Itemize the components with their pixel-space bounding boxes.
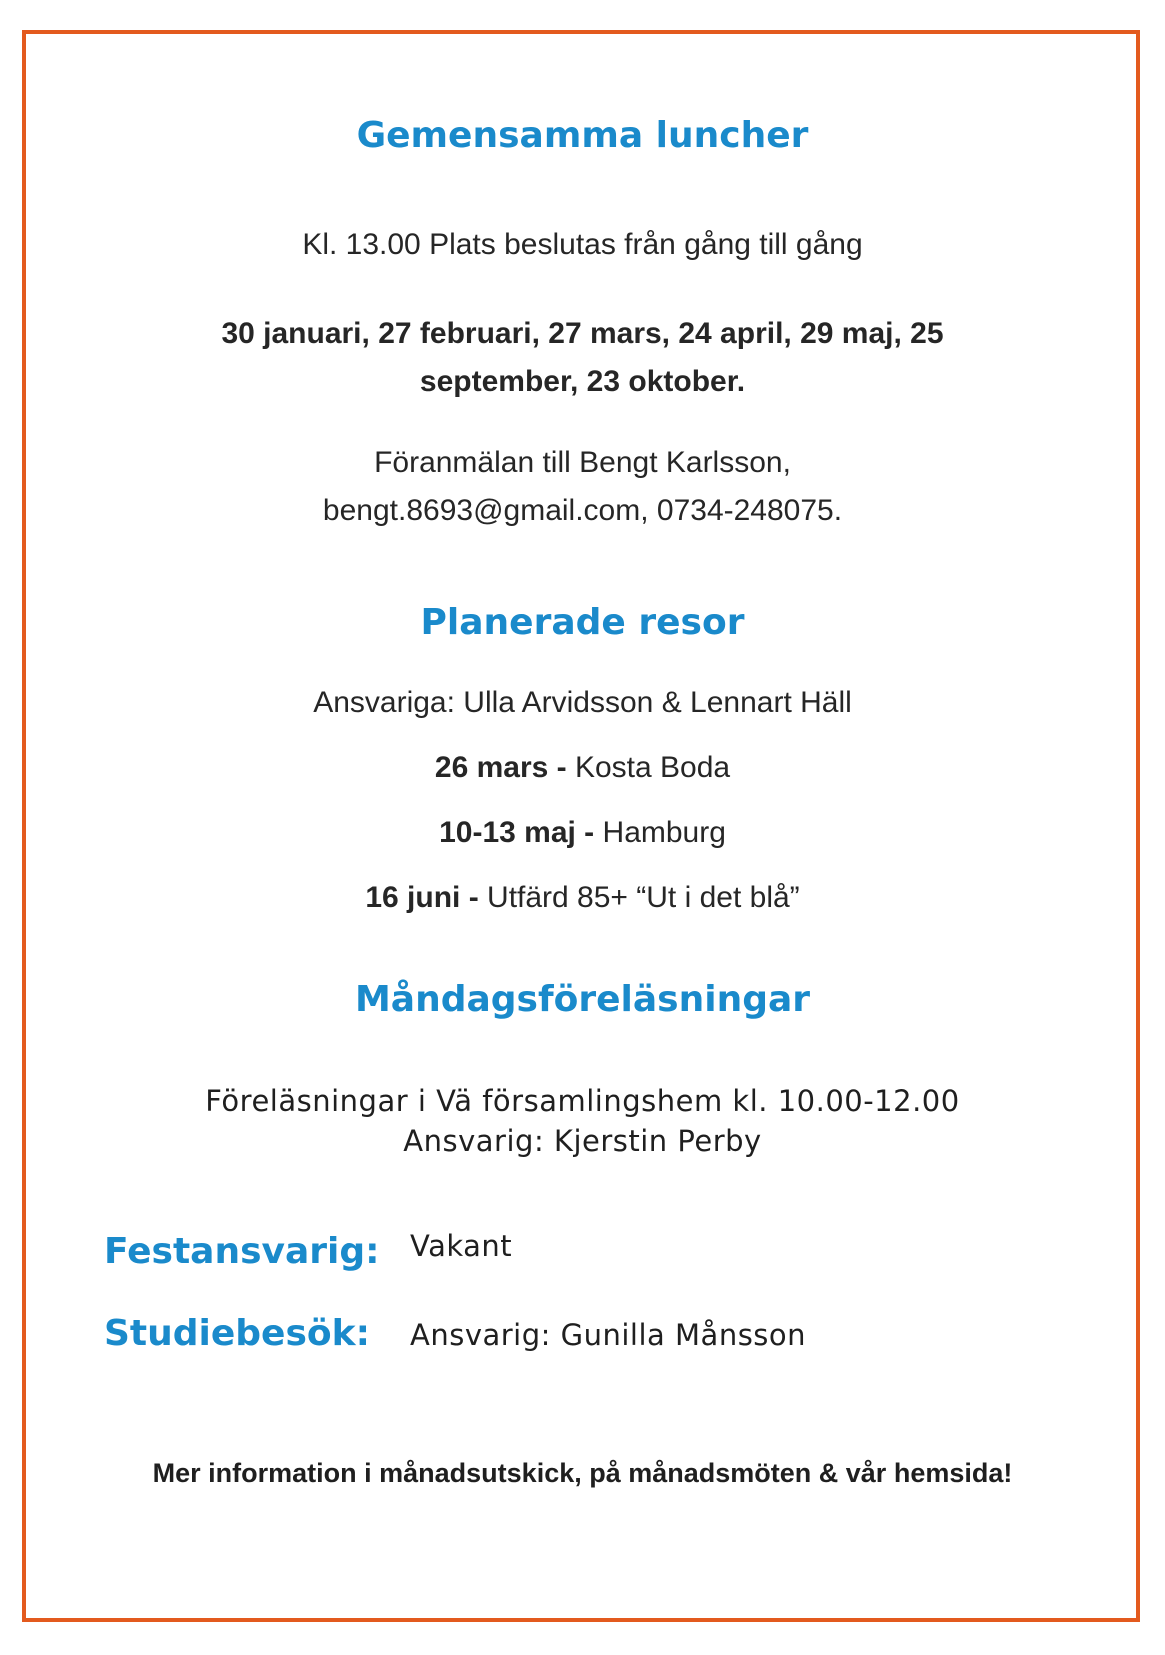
lectures-line2: Ansvarig: Kjerstin Perby [403,1124,762,1158]
trips-heading: Planerade resor [420,602,745,643]
trip-destination: Utfärd 85+ “Ut i det blå” [478,881,800,914]
lunches-dates-line1: 30 januari, 27 februari, 27 mars, 24 april, 29 maj, 25 [221,317,944,350]
lunches-time-place: Kl. 13.00 Plats beslutas från gång till gång [302,228,863,261]
trip-date: 16 juni - [365,881,479,914]
footer-note: Mer information i månadsutskick, på månadsmöten & vår hemsida! [152,1458,1013,1488]
trips-responsible: Ansvariga: Ulla Arvidsson & Lennart Häll [313,686,852,719]
lunches-dates-line2: september, 23 oktober. [419,365,746,398]
party-value: Vakant [410,1229,513,1263]
lunches-signup-line1: Föranmälan till Bengt Karlsson, [374,446,791,479]
trip-date: 10-13 maj - [439,816,595,849]
trip-item [0,751,1165,785]
lunches-heading: Gemensamma luncher [356,115,809,156]
trip-item [0,816,1165,850]
party-label: Festansvarig: [104,1231,380,1272]
lunches-signup-line2: bengt.8693@gmail.com, 0734-248075. [322,494,843,527]
lectures-heading: Måndagsföreläsningar [354,979,811,1020]
trip-destination: Hamburg [594,816,726,849]
trip-destination: Kosta Boda [566,751,731,784]
study-value: Ansvarig: Gunilla Månsson [410,1318,807,1352]
study-label: Studiebesök: [104,1313,370,1354]
trip-item [0,881,1165,915]
lectures-line1: Föreläsningar i Vä församlingshem kl. 10.00-12.00 [205,1084,960,1118]
trip-date: 26 mars - [434,751,567,784]
